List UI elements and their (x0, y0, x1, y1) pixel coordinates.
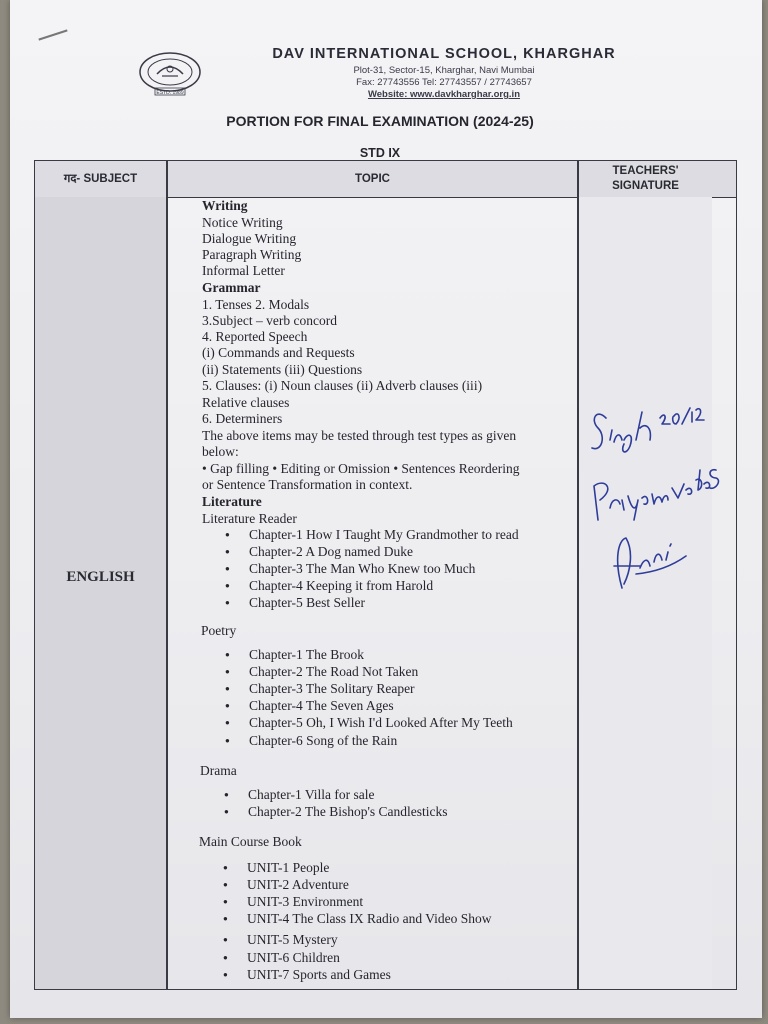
list-item: ● Chapter-4 The Seven Ages (249, 698, 394, 714)
list-item: ● Chapter-1 Villa for sale (248, 787, 375, 803)
topic-item: Dialogue Writing (202, 231, 297, 246)
topic-item: 1. Tenses 2. Modals (202, 297, 310, 312)
topic-item: (ii) Statements (iii) Questions (202, 362, 363, 377)
exam-title: PORTION FOR FINAL EXAMINATION (2024-25) (226, 113, 534, 129)
subsection-label: Literature Reader (202, 511, 297, 526)
list-item: ● Chapter-2 A Dog named Duke (249, 544, 413, 560)
topic-item: Notice Writing (202, 215, 283, 230)
subject-name: ENGLISH (66, 569, 135, 585)
list-item: ● Chapter-2 The Bishop's Candlesticks (248, 804, 448, 820)
list-item: ● Chapter-1 The Brook (249, 647, 364, 663)
list-item: ● UNIT-7 Sports and Games (247, 967, 391, 983)
list-item: ● UNIT-4 The Class IX Radio and Video Show (247, 911, 492, 927)
subsection-label: Poetry (201, 623, 237, 638)
school-name: DAV INTERNATIONAL SCHOOL, KHARGHAR (272, 46, 616, 62)
topic-item: 5. Clauses: (i) Noun clauses (ii) Adverb clauses (iii) (202, 378, 483, 393)
column-divider (577, 161, 579, 989)
subject-column (35, 197, 166, 989)
list-item: ● UNIT-3 Environment (247, 894, 363, 910)
class-label: STD IX (359, 146, 401, 160)
topic-item: or Sentence Transformation in context. (202, 477, 413, 492)
topic-item: 4. Reported Speech (202, 329, 308, 344)
list-item: ● UNIT-2 Adventure (247, 877, 349, 893)
signature-column (578, 197, 712, 989)
topic-item: (i) Commands and Requests (202, 345, 355, 360)
list-item: ● Chapter-5 Oh, I Wish I'd Looked After My Teeth (249, 715, 513, 731)
topic-item: 6. Determiners (202, 411, 283, 426)
topic-item: The above items may be tested through test types as given (202, 428, 517, 443)
topic-item: Informal Letter (202, 263, 285, 278)
header-signature (579, 161, 712, 197)
header-signature-line2: SIGNATURE (612, 180, 679, 192)
school-logo (135, 50, 205, 98)
subsection-label: Main Course Book (199, 834, 302, 849)
section-heading-literature: Literature (202, 494, 262, 509)
topic-item: 3.Subject – verb concord (202, 313, 337, 328)
list-item: ● Chapter-3 The Solitary Reaper (249, 681, 415, 697)
school-website[interactable]: Website: www.davkharghar.org.in (367, 89, 521, 100)
section-heading-writing: Writing (202, 198, 248, 213)
letterhead (210, 46, 678, 101)
column-divider (166, 161, 168, 989)
list-item: ● UNIT-1 People (247, 860, 329, 876)
list-item: ● Chapter-4 Keeping it from Harold (249, 578, 433, 594)
list-item: ● Chapter-6 Song of the Rain (249, 733, 397, 749)
topic-item: Relative clauses (202, 395, 290, 410)
header-signature-line1: TEACHERS' (612, 165, 679, 177)
section-heading-grammar: Grammar (202, 280, 261, 295)
topic-item: Paragraph Writing (202, 247, 302, 262)
school-contact: Fax: 27743556 Tel: 27743557 / 27743657 (356, 77, 532, 88)
list-item: ● UNIT-6 Children (247, 950, 340, 966)
list-item: ● Chapter-5 Best Seller (249, 595, 365, 611)
subsection-label: Drama (200, 763, 237, 778)
svg-text:ESTD. 1989: ESTD. 1989 (156, 90, 184, 96)
list-item: ● Chapter-1 How I Taught My Grandmother to read (249, 527, 519, 543)
list-item: ● UNIT-5 Mystery (247, 932, 338, 948)
topic-item: • Gap filling • Editing or Omission • Sentences Reordering (202, 461, 520, 476)
header-topic: TOPIC (355, 172, 390, 185)
list-item: ● Chapter-3 The Man Who Knew too Much (249, 561, 475, 577)
list-item: ● Chapter-2 The Road Not Taken (249, 664, 418, 680)
school-address: Plot-31, Sector-15, Kharghar, Navi Mumbai (353, 65, 535, 76)
topic-item: below: (202, 444, 239, 459)
pen-stroke (38, 29, 67, 40)
header-subject: गद- SUBJECT (63, 172, 138, 185)
